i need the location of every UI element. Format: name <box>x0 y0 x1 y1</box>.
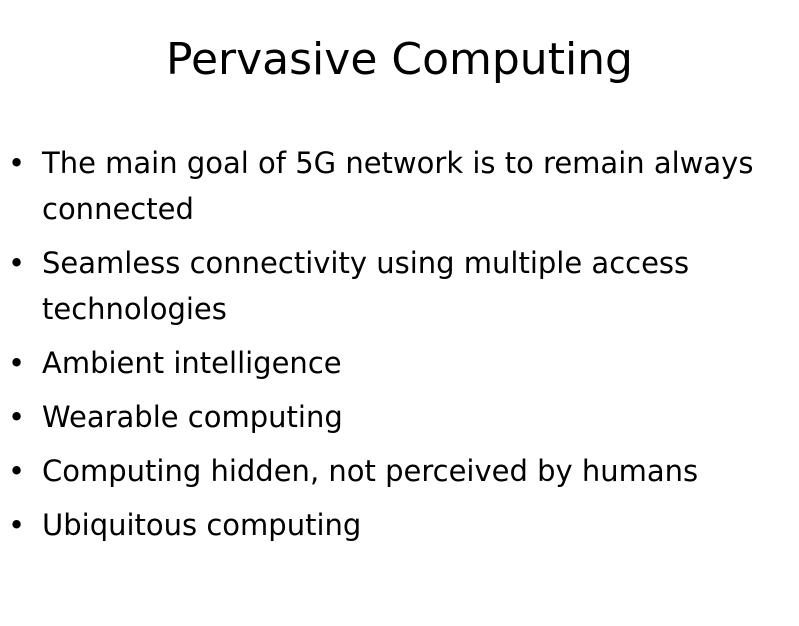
bullet-icon: • <box>8 146 26 180</box>
bullet-item <box>0 140 799 232</box>
bullet-item <box>0 240 799 332</box>
bullet-icon: • <box>8 454 26 488</box>
bullet-icon: • <box>8 508 26 542</box>
bullet-item <box>0 448 799 494</box>
bullet-icon: • <box>8 400 26 434</box>
bullet-text: Seamless connectivity using multiple access technologies <box>42 246 690 326</box>
bullet-list <box>0 140 799 556</box>
slide-title: Pervasive Computing <box>166 34 633 85</box>
bullet-item <box>0 340 799 386</box>
bullet-icon: • <box>8 246 26 280</box>
bullet-text: The main goal of 5G network is to remain always connected <box>42 146 754 226</box>
bullet-text: Computing hidden, not perceived by humans <box>42 454 699 488</box>
bullet-item <box>0 502 799 548</box>
bullet-text: Ubiquitous computing <box>42 508 362 542</box>
bullet-item <box>0 394 799 440</box>
bullet-text: Ambient intelligence <box>42 346 342 380</box>
bullet-text: Wearable computing <box>42 400 343 434</box>
bullet-icon: • <box>8 346 26 380</box>
